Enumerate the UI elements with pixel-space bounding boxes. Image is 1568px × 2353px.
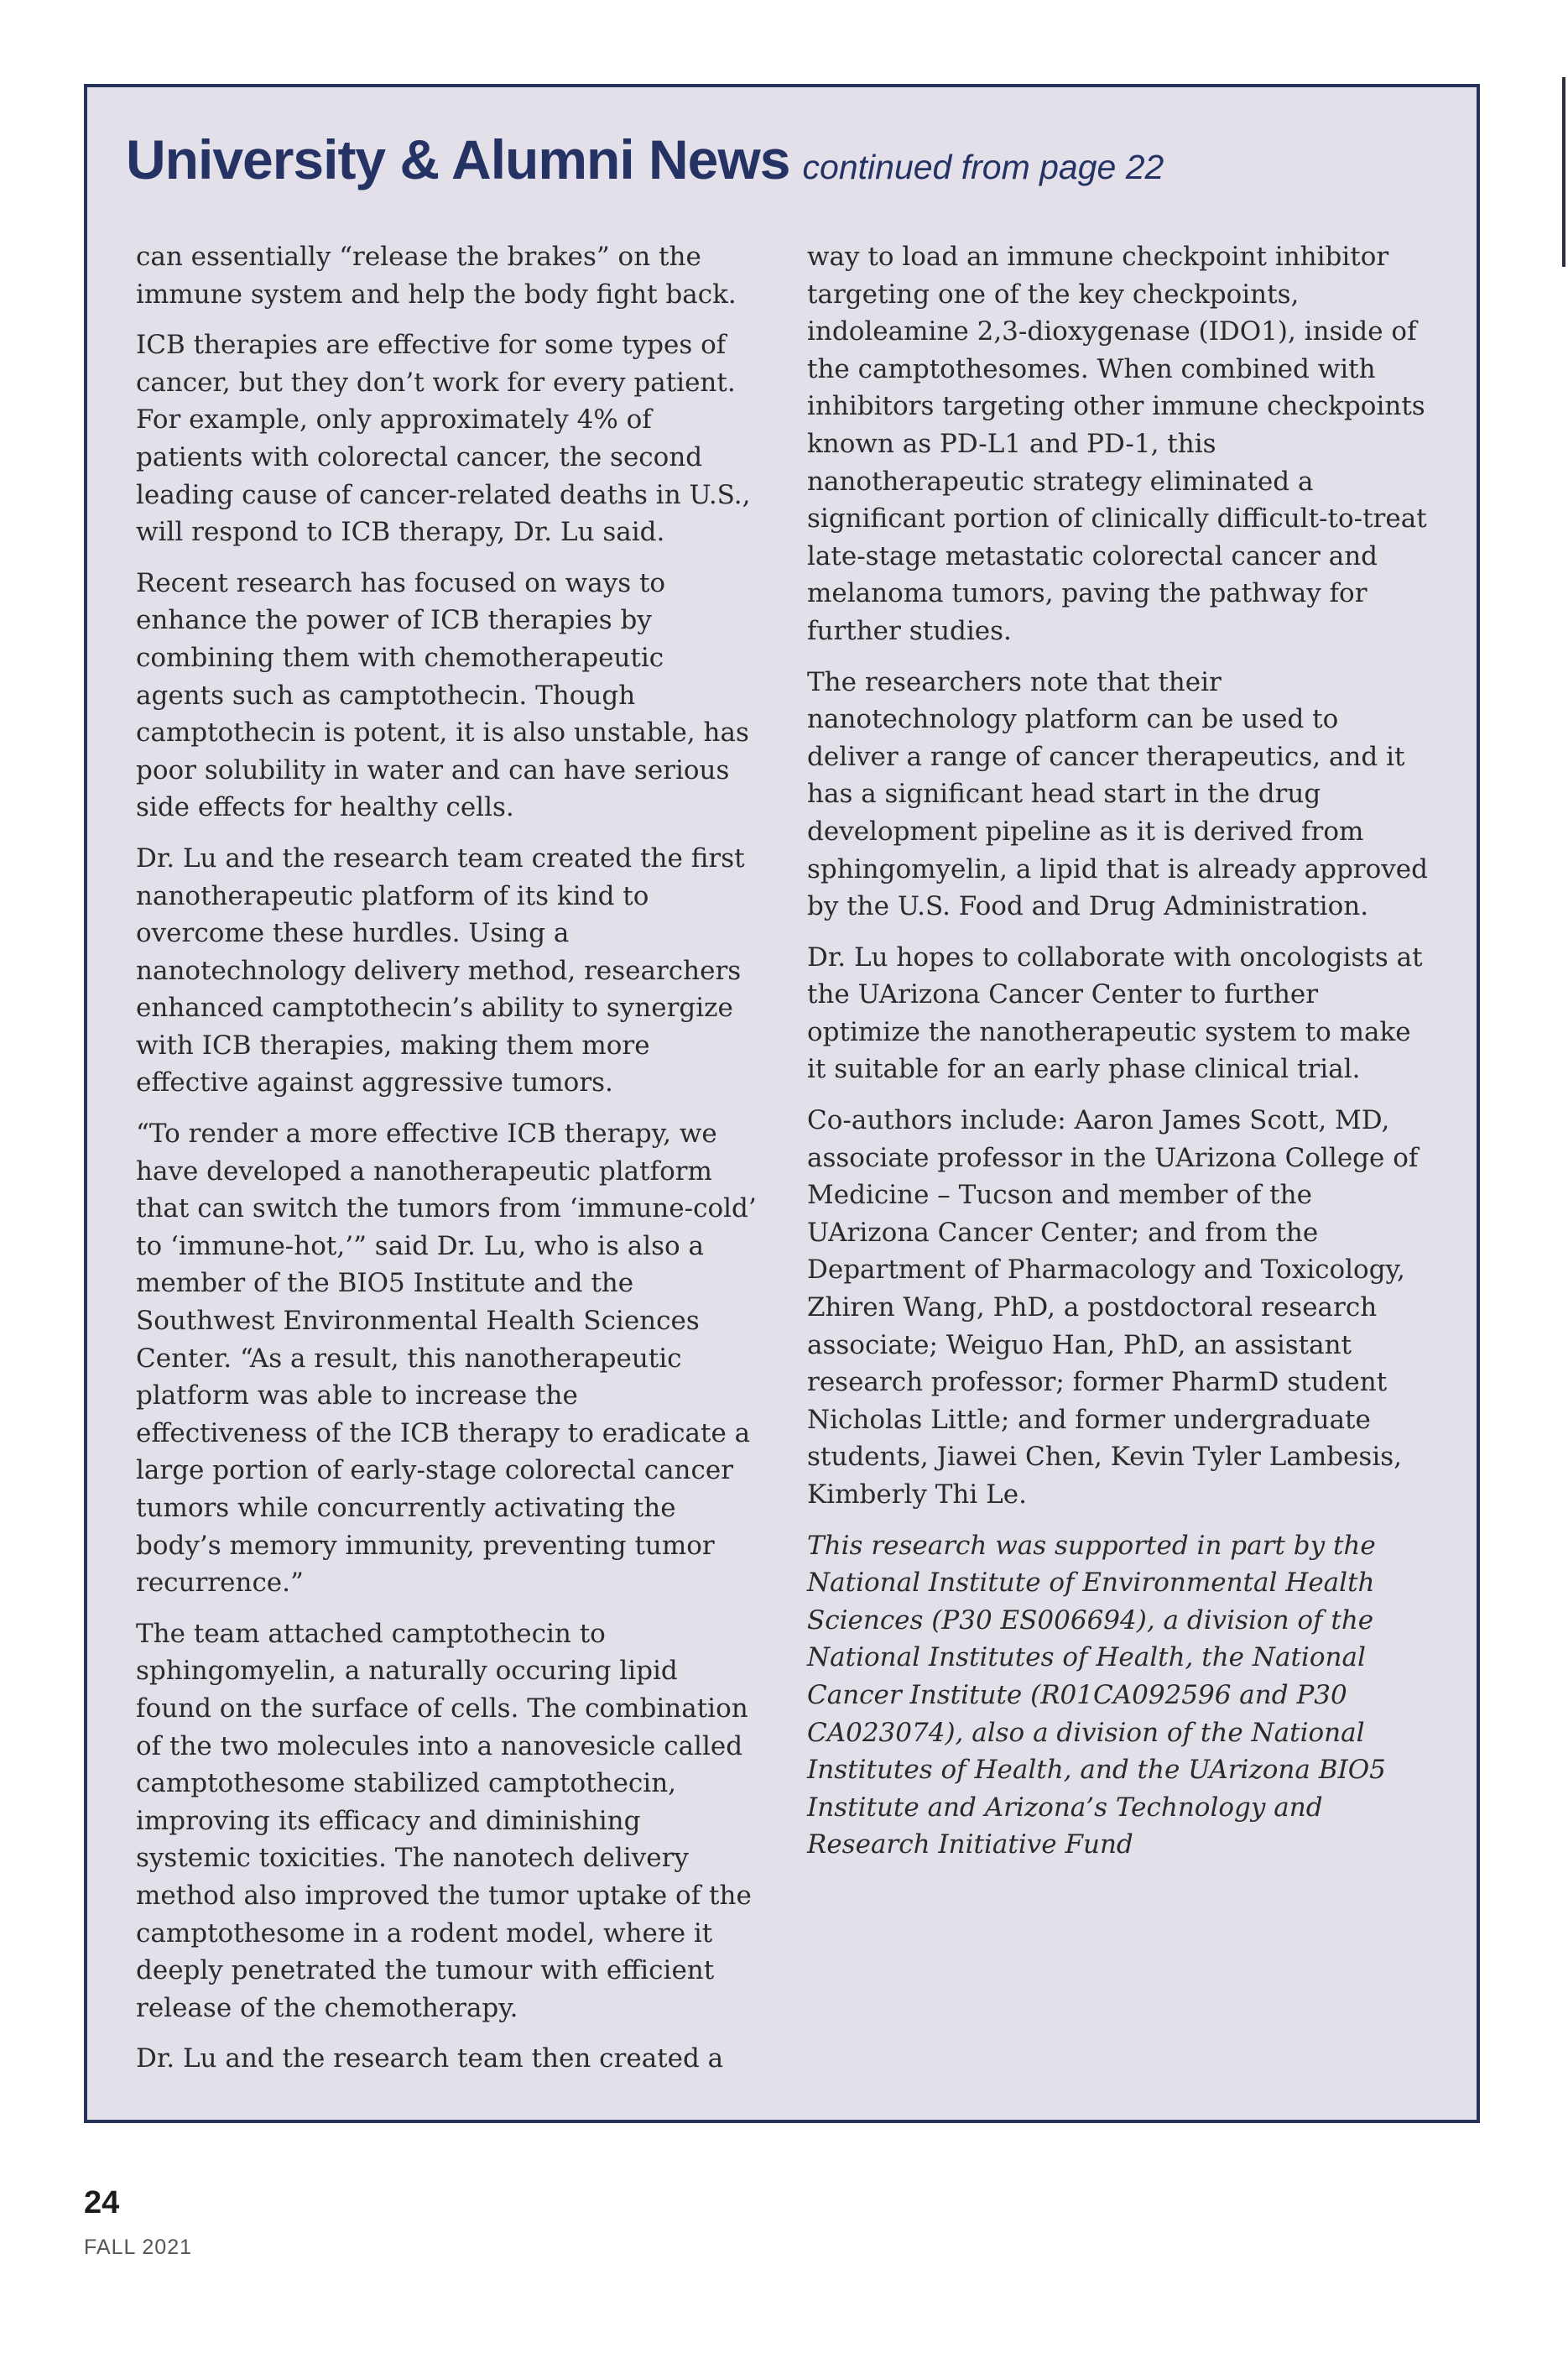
page-number: 24 <box>84 2185 120 2220</box>
article-left-column <box>136 238 757 2091</box>
paragraph: The researchers note that their nanotechnology platform can be used to deliver a range of cancer therapeutics, and it has a significant head start in the drug development pipeline as it is derived from sphingomyelin, a lipid that is already approved by the U.S. Food and Drug Administration. <box>807 666 1428 922</box>
paragraph: ICB therapies are effective for some types of cancer, but they don’t work for every patient. For example, only approximately 4% of patients with colorectal cancer, the second leading cause of cancer-related deaths in U.S., will respond to ICB therapy, Dr. Lu said. <box>136 330 751 548</box>
paragraph: Dr. Lu and the research team created the first nanotherapeutic platform of its kind to overcome these hurdles. Using a nanotechnology delivery method, researchers enhanced camptothecin’s ability to synergize with ICB therapies, making them more effective against aggressive tumors. <box>136 843 745 1098</box>
continued-from-note: continued from page 22 <box>802 148 1164 186</box>
paragraph: Dr. Lu hopes to collaborate with oncologists at the UArizona Cancer Center to further optimize the nanotherapeutic system to make it suitable for an early phase clinical trial. <box>807 942 1423 1085</box>
paragraph: Co-authors include: Aaron James Scott, MD, associate professor in the UArizona College of Medicine – Tucson and member of the UArizona Cancer Center; and from the Department of Pharmacology and Toxicology, Zhiren Wang, PhD, a postdoctoral research associate; Weiguo Han, PhD, an assistant research professor; former PharmD student Nicholas Little; and former undergraduate students, Jiawei Chen, Kevin Tyler Lambesis, Kimberly Thi Le. <box>807 1105 1419 1510</box>
issue-label: FALL 2021 <box>84 2236 193 2259</box>
article-right-column <box>807 238 1428 1877</box>
paragraph: The team attached camptothecin to sphingomyelin, a naturally occuring lipid found on the surface of cells. The combination of the two molecules into a nanovesicle called camptothesome stabilized camptothecin, improving its efficacy and diminishing systemic toxicities. The nanotech delivery method also improved the tumor uptake of the camptothesome in a rodent model, where it deeply penetrated the tumour with efficient release of the chemotherapy. <box>136 1618 752 2023</box>
page-edge-marker <box>1562 77 1565 267</box>
paragraph: can essentially “release the brakes” on the immune system and help the body fight back. <box>136 242 737 310</box>
paragraph: “To render a more effective ICB therapy, we have developed a nanotherapeutic platform that can switch the tumors from ‘immune-cold’ to ‘immune-hot,’” said Dr. Lu, who is also a member of the BIO5 Institute and the Southwest Environmental Health Sciences Center. “As a result, this nanotherapeutic platform was able to increase the effectiveness of the ICB therapy to eradicate a large portion of early-stage colorectal cancer tumors while concurrently activating the body’s memory immunity, preventing tumor recurrence.” <box>136 1119 757 1599</box>
paragraph: way to load an immune checkpoint inhibitor targeting one of the key checkpoints, indoleamine 2,3-dioxygenase (IDO1), inside of the camptothesomes. When combined with inhibitors targeting other immune checkpoints known as PD-L1 and PD-1, this nanotherapeutic strategy eliminated a significant portion of clinically difficult-to-treat late-stage metastatic colorectal cancer and melanoma tumors, paving the pathway for further studies. <box>807 242 1427 646</box>
paragraph: Dr. Lu and the research team then created a <box>136 2043 724 2074</box>
section-title: University & Alumni News <box>126 128 790 190</box>
news-box <box>84 84 1480 2123</box>
funding-note: This research was supported in part by the National Institute of Environmental Health Sciences (P30 ES006694), a division of the National Institutes of Health, the National Cancer Institute (R01CA092596 and P30 CA023074), also a division of the National Institutes of Health, and the UArizona BIO5 Institute and Arizona’s Technology and Research Initiative Fund <box>807 1530 1386 1860</box>
section-header <box>126 128 1443 191</box>
paragraph: Recent research has focused on ways to enhance the power of ICB therapies by combining them with chemotherapeutic agents such as camptothecin. Though camptothecin is potent, it is also unstable, has poor solubility in water and can have serious side effects for healthy cells. <box>136 567 749 823</box>
